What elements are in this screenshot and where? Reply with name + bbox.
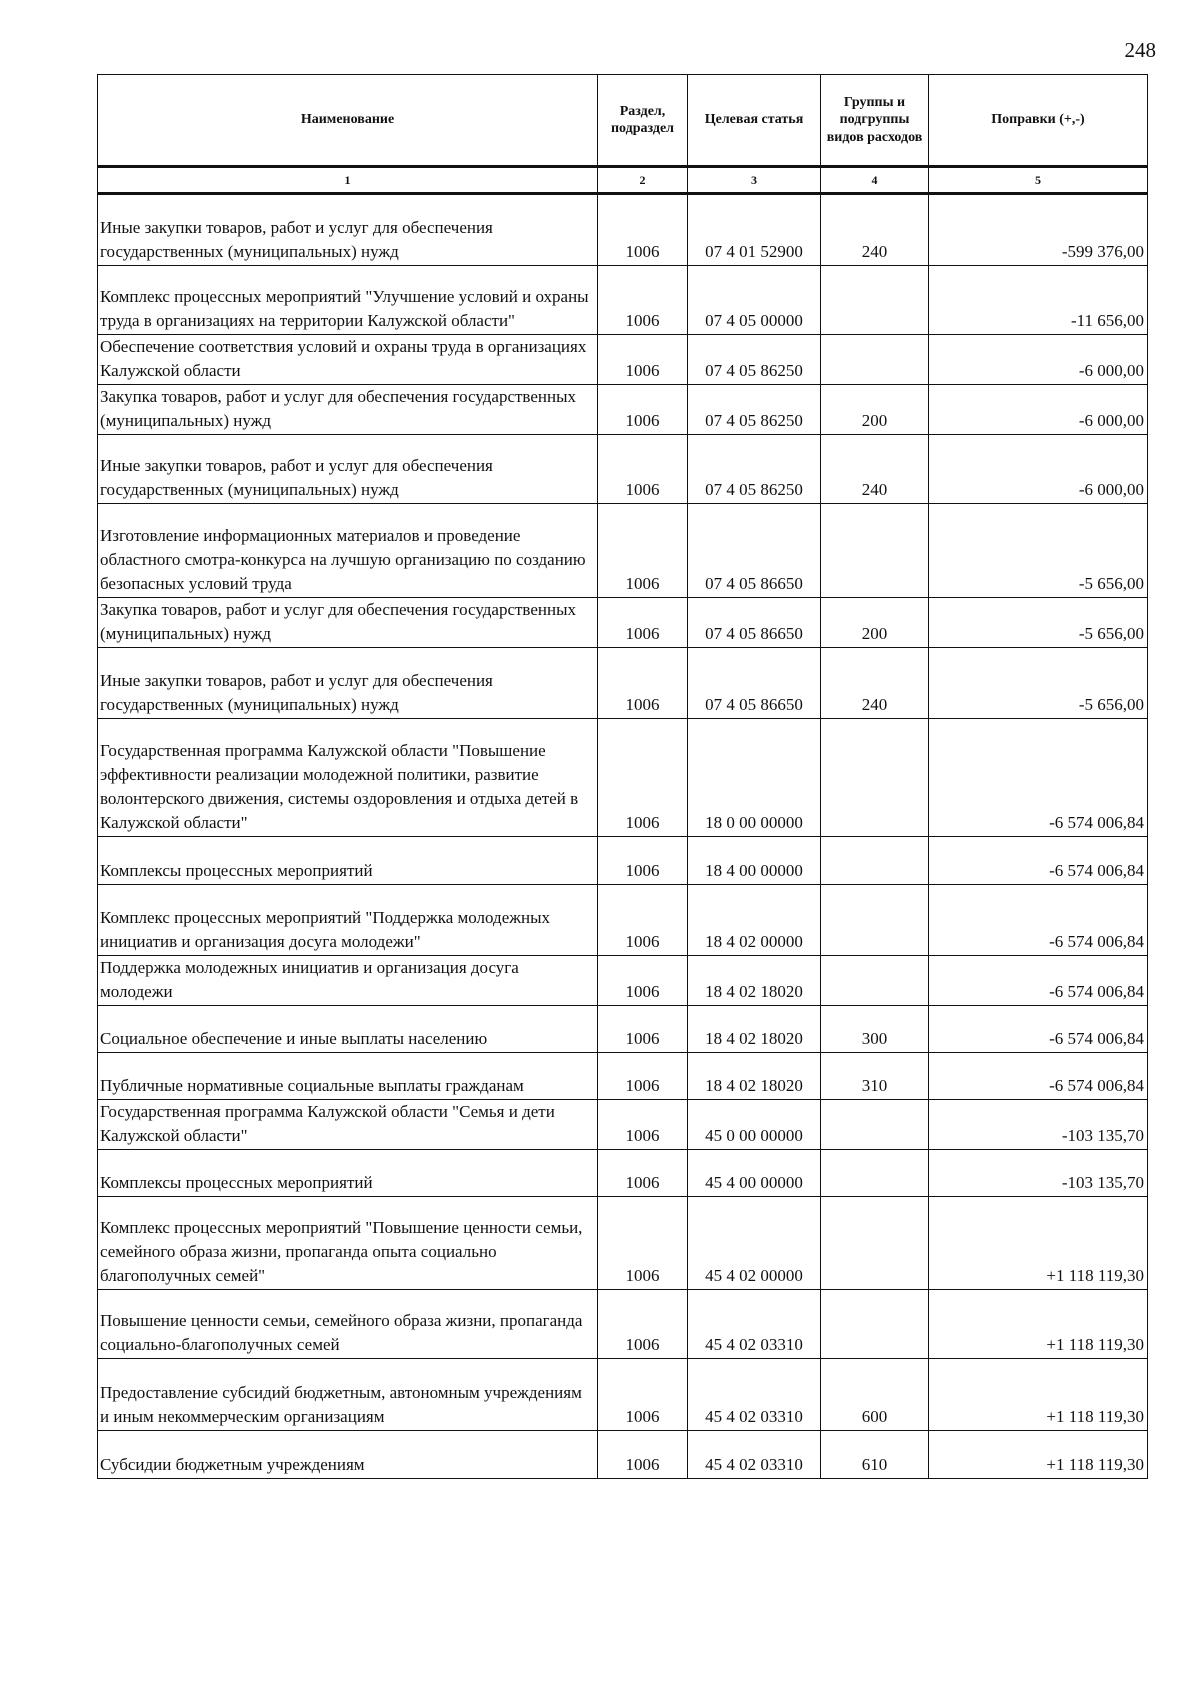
- row-name-cell: Государственная программа Калужской области "Повышение эффективности реализации молодежной политики, развитие волонтерского движения, системы оздоровления и отдыха детей в Калужской области": [98, 719, 598, 837]
- table-row: [98, 885, 1148, 956]
- row-group-cell: [821, 1150, 929, 1197]
- row-group-cell: [821, 719, 929, 837]
- row-target-cell: 45 4 02 03310: [688, 1431, 821, 1479]
- row-section-cell: 1006: [598, 598, 688, 648]
- row-section-cell: 1006: [598, 956, 688, 1006]
- header-section: Раздел, подраздел: [598, 75, 688, 167]
- row-section-cell: 1006: [598, 1431, 688, 1479]
- row-section-cell: 1006: [598, 194, 688, 266]
- row-amount-cell: -5 656,00: [929, 504, 1148, 598]
- row-group-cell: [821, 837, 929, 885]
- row-section-cell: 1006: [598, 1100, 688, 1150]
- table-row: [98, 1290, 1148, 1359]
- row-target-cell: 07 4 05 86250: [688, 335, 821, 385]
- column-number: 4: [821, 167, 929, 194]
- row-name-cell: Закупка товаров, работ и услуг для обеспечения государственных (муниципальных) нужд: [98, 598, 598, 648]
- row-name-cell: Комплекс процессных мероприятий "Поддержка молодежных инициатив и организация досуга молодежи": [98, 885, 598, 956]
- table-row: [98, 335, 1148, 385]
- row-name-cell: Публичные нормативные социальные выплаты гражданам: [98, 1053, 598, 1100]
- row-target-cell: 45 0 00 00000: [688, 1100, 821, 1150]
- row-section-cell: 1006: [598, 435, 688, 504]
- header-row: [98, 75, 1148, 167]
- row-group-cell: 300: [821, 1006, 929, 1053]
- row-amount-cell: -6 574 006,84: [929, 719, 1148, 837]
- row-section-cell: 1006: [598, 1150, 688, 1197]
- table-body: [98, 194, 1148, 1479]
- row-amount-cell: +1 118 119,30: [929, 1359, 1148, 1431]
- row-group-cell: [821, 885, 929, 956]
- row-group-cell: 610: [821, 1431, 929, 1479]
- table-row: [98, 598, 1148, 648]
- column-number-row: [98, 167, 1148, 194]
- row-target-cell: 18 4 02 00000: [688, 885, 821, 956]
- row-name-cell: Поддержка молодежных инициатив и организация досуга молодежи: [98, 956, 598, 1006]
- header-target: Целевая статья: [688, 75, 821, 167]
- row-amount-cell: -103 135,70: [929, 1150, 1148, 1197]
- row-amount-cell: +1 118 119,30: [929, 1431, 1148, 1479]
- row-group-cell: 200: [821, 598, 929, 648]
- row-section-cell: 1006: [598, 885, 688, 956]
- row-amount-cell: -6 574 006,84: [929, 1006, 1148, 1053]
- row-amount-cell: -6 000,00: [929, 385, 1148, 435]
- row-section-cell: 1006: [598, 335, 688, 385]
- column-number: 2: [598, 167, 688, 194]
- row-name-cell: Иные закупки товаров, работ и услуг для обеспечения государственных (муниципальных) нужд: [98, 648, 598, 719]
- column-number: 3: [688, 167, 821, 194]
- row-amount-cell: -5 656,00: [929, 648, 1148, 719]
- table-row: [98, 1006, 1148, 1053]
- row-name-cell: Иные закупки товаров, работ и услуг для обеспечения государственных (муниципальных) нужд: [98, 194, 598, 266]
- row-target-cell: 07 4 05 86650: [688, 504, 821, 598]
- row-target-cell: 18 4 02 18020: [688, 956, 821, 1006]
- row-section-cell: 1006: [598, 648, 688, 719]
- row-name-cell: Государственная программа Калужской области "Семья и дети Калужской области": [98, 1100, 598, 1150]
- table-row: [98, 956, 1148, 1006]
- row-group-cell: 240: [821, 435, 929, 504]
- table-row: [98, 435, 1148, 504]
- page-number: 248: [1124, 38, 1156, 62]
- row-group-cell: 200: [821, 385, 929, 435]
- row-target-cell: 07 4 05 00000: [688, 266, 821, 335]
- row-target-cell: 07 4 05 86250: [688, 435, 821, 504]
- row-amount-cell: -6 574 006,84: [929, 956, 1148, 1006]
- row-target-cell: 18 4 02 18020: [688, 1006, 821, 1053]
- row-amount-cell: -599 376,00: [929, 194, 1148, 266]
- row-section-cell: 1006: [598, 837, 688, 885]
- row-target-cell: 45 4 02 03310: [688, 1359, 821, 1431]
- table-row: [98, 1431, 1148, 1479]
- row-name-cell: Иные закупки товаров, работ и услуг для обеспечения государственных (муниципальных) нужд: [98, 435, 598, 504]
- row-amount-cell: -6 000,00: [929, 335, 1148, 385]
- table-row: [98, 504, 1148, 598]
- row-amount-cell: -5 656,00: [929, 598, 1148, 648]
- row-section-cell: 1006: [598, 385, 688, 435]
- header-name: Наименование: [98, 75, 598, 167]
- row-group-cell: 240: [821, 194, 929, 266]
- row-amount-cell: +1 118 119,30: [929, 1290, 1148, 1359]
- row-group-cell: 310: [821, 1053, 929, 1100]
- row-name-cell: Комплекс процессных мероприятий "Улучшение условий и охраны труда в организациях на территории Калужской области": [98, 266, 598, 335]
- row-amount-cell: -6 574 006,84: [929, 885, 1148, 956]
- row-section-cell: 1006: [598, 719, 688, 837]
- row-target-cell: 07 4 05 86250: [688, 385, 821, 435]
- column-number: 1: [98, 167, 598, 194]
- row-section-cell: 1006: [598, 504, 688, 598]
- row-amount-cell: -11 656,00: [929, 266, 1148, 335]
- table-row: [98, 1197, 1148, 1290]
- row-group-cell: [821, 1100, 929, 1150]
- row-amount-cell: -6 574 006,84: [929, 837, 1148, 885]
- row-target-cell: 07 4 05 86650: [688, 598, 821, 648]
- row-section-cell: 1006: [598, 266, 688, 335]
- header-groups: Группы и подгруппы видов расходов: [821, 75, 929, 167]
- row-target-cell: 45 4 02 00000: [688, 1197, 821, 1290]
- table-row: [98, 1359, 1148, 1431]
- table-row: [98, 1150, 1148, 1197]
- row-amount-cell: -6 574 006,84: [929, 1053, 1148, 1100]
- row-target-cell: 18 0 00 00000: [688, 719, 821, 837]
- row-name-cell: Предоставление субсидий бюджетным, автономным учреждениям и иным некоммерческим организациям: [98, 1359, 598, 1431]
- row-group-cell: [821, 335, 929, 385]
- row-group-cell: 240: [821, 648, 929, 719]
- row-group-cell: 600: [821, 1359, 929, 1431]
- row-target-cell: 07 4 05 86650: [688, 648, 821, 719]
- row-section-cell: 1006: [598, 1053, 688, 1100]
- row-amount-cell: +1 118 119,30: [929, 1197, 1148, 1290]
- row-section-cell: 1006: [598, 1359, 688, 1431]
- row-section-cell: 1006: [598, 1197, 688, 1290]
- row-name-cell: Комплексы процессных мероприятий: [98, 1150, 598, 1197]
- table-row: [98, 385, 1148, 435]
- row-name-cell: Изготовление информационных материалов и проведение областного смотра-конкурса на лучшую организацию по созданию безопасных условий труда: [98, 504, 598, 598]
- row-group-cell: [821, 1197, 929, 1290]
- row-amount-cell: -103 135,70: [929, 1100, 1148, 1150]
- row-name-cell: Закупка товаров, работ и услуг для обеспечения государственных (муниципальных) нужд: [98, 385, 598, 435]
- row-name-cell: Обеспечение соответствия условий и охраны труда в организациях Калужской области: [98, 335, 598, 385]
- row-section-cell: 1006: [598, 1006, 688, 1053]
- budget-amendments-table: [97, 74, 1148, 1479]
- row-target-cell: 18 4 00 00000: [688, 837, 821, 885]
- table-row: [98, 719, 1148, 837]
- row-name-cell: Комплекс процессных мероприятий "Повышение ценности семьи, семейного образа жизни, пропаганда опыта социально благополучных семей": [98, 1197, 598, 1290]
- table-row: [98, 194, 1148, 266]
- row-name-cell: Комплексы процессных мероприятий: [98, 837, 598, 885]
- row-target-cell: 45 4 02 03310: [688, 1290, 821, 1359]
- row-target-cell: 45 4 00 00000: [688, 1150, 821, 1197]
- row-target-cell: 18 4 02 18020: [688, 1053, 821, 1100]
- row-name-cell: Повышение ценности семьи, семейного образа жизни, пропаганда социально-благополучных семей: [98, 1290, 598, 1359]
- column-number: 5: [929, 167, 1148, 194]
- row-amount-cell: -6 000,00: [929, 435, 1148, 504]
- header-amendments: Поправки (+,-): [929, 75, 1148, 167]
- table-row: [98, 837, 1148, 885]
- row-name-cell: Социальное обеспечение и иные выплаты населению: [98, 1006, 598, 1053]
- table-row: [98, 1053, 1148, 1100]
- table-row: [98, 648, 1148, 719]
- row-group-cell: [821, 1290, 929, 1359]
- row-target-cell: 07 4 01 52900: [688, 194, 821, 266]
- row-group-cell: [821, 504, 929, 598]
- row-group-cell: [821, 956, 929, 1006]
- row-section-cell: 1006: [598, 1290, 688, 1359]
- row-name-cell: Субсидии бюджетным учреждениям: [98, 1431, 598, 1479]
- table-row: [98, 266, 1148, 335]
- table-row: [98, 1100, 1148, 1150]
- row-group-cell: [821, 266, 929, 335]
